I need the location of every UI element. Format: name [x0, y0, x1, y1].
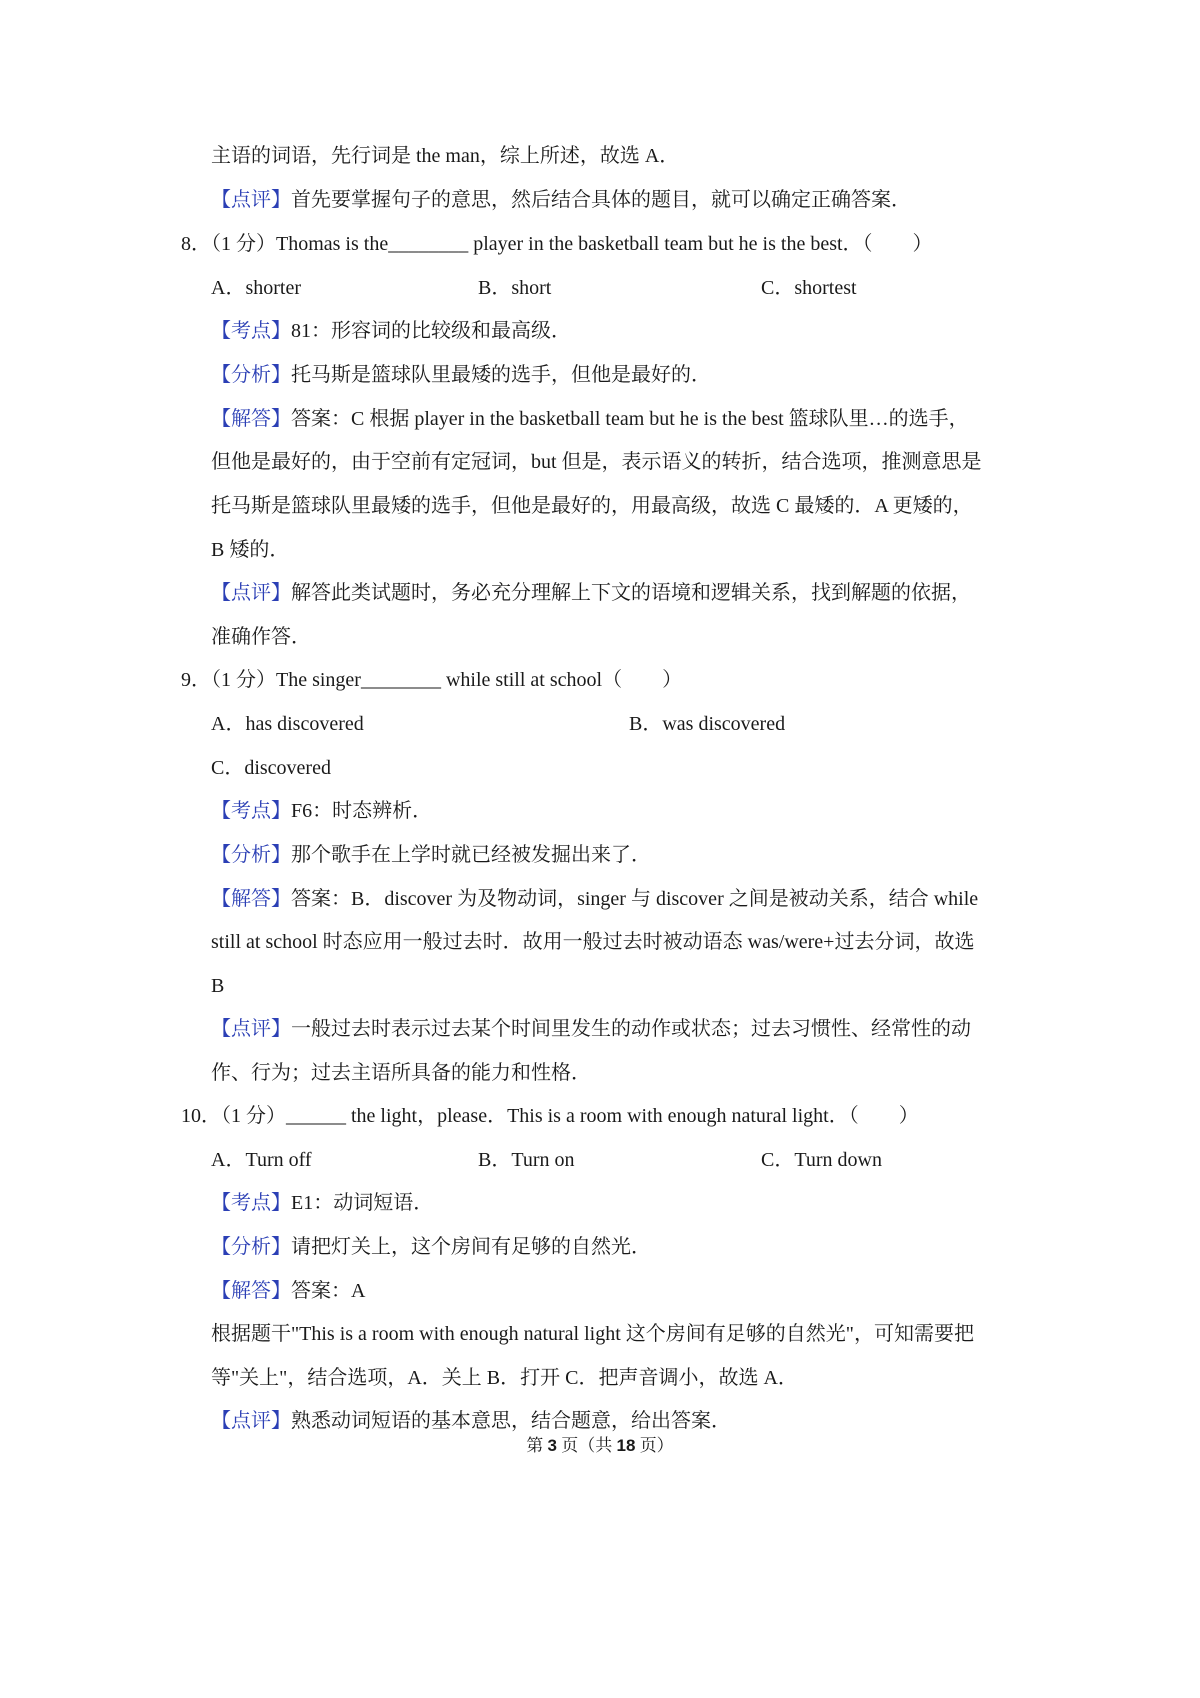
section-tag: 【分析】 — [211, 1236, 291, 1258]
question-text: 8．（1 分）Thomas is the________ player in the basketball team but he is the best．（ ） — [181, 233, 933, 255]
q10-option-a: A．Turn off — [211, 1149, 312, 1171]
text-line: 托马斯是篮球队里最矮的选手，但他是最好的，用最高级，故选 C 最矮的．A 更矮的， — [211, 495, 973, 517]
page-number: 3 — [547, 1436, 558, 1455]
section-text: 托马斯是篮球队里最矮的选手，但他是最好的． — [291, 364, 711, 386]
text-line: 但他是最好的，由于空前有定冠词，but 但是，表示语义的转折，结合选项，推测意思是 — [211, 451, 982, 473]
text-line: 等"关上"，结合选项，A．关上 B．打开 C．把声音调小，故选 A． — [211, 1367, 798, 1389]
section-tag: 【解答】 — [211, 408, 291, 430]
text-line: 根据题干"This is a room with enough natural light 这个房间有足够的自然光"，可知需要把 — [211, 1323, 974, 1345]
question-text: 9．（1 分）The singer________ while still at school（ ） — [181, 669, 683, 691]
total-pages: 18 — [616, 1436, 636, 1455]
q10-kaodian — [211, 1189, 433, 1217]
text-line: B — [211, 975, 225, 997]
section-text: 解答此类试题时，务必充分理解上下文的语境和逻辑关系，找到解题的依据， — [291, 582, 971, 604]
q8-fenxi — [211, 361, 711, 389]
q9-fenxi — [211, 841, 651, 869]
section-text: 答案：C 根据 player in the basketball team but he is the best 篮球队里…的选手， — [291, 408, 969, 430]
q9-option-b: B．was discovered — [629, 713, 786, 735]
text-line: still at school 时态应用一般过去时．故用一般过去时被动语态 was/were+过去分词，故选 — [211, 931, 975, 953]
q9-dianping — [211, 1015, 971, 1043]
text-line: 作、行为；过去主语所具备的能力和性格． — [211, 1062, 591, 1084]
section-text: E1：动词短语． — [291, 1192, 434, 1214]
section-text: 那个歌手在上学时就已经被发掘出来了． — [291, 844, 651, 866]
q9-option-c: C．discovered — [211, 757, 331, 779]
section-tag: 【解答】 — [211, 888, 291, 910]
section-tag: 【点评】 — [211, 189, 291, 211]
q10-fenxi — [211, 1233, 651, 1261]
text-line — [211, 142, 679, 170]
q9-kaodian — [211, 797, 432, 825]
question-text: 10．（1 分）______ the light，please．This is a room with enough natural light．（ ） — [181, 1105, 919, 1127]
section-text: 首先要掌握句子的意思，然后结合具体的题目，就可以确定正确答案． — [291, 189, 911, 211]
page-footer — [0, 1434, 1200, 1458]
comment-line — [211, 186, 911, 214]
q9-option-a: A．has discovered — [211, 713, 364, 735]
footer-prefix: 第 — [526, 1436, 548, 1455]
section-tag: 【点评】 — [211, 1018, 291, 1040]
question-8-stem — [181, 230, 933, 258]
section-text: 熟悉动词短语的基本意思，结合题意，给出答案． — [291, 1410, 731, 1432]
section-text: 81：形容词的比较级和最高级． — [291, 320, 571, 342]
q9-jieda — [211, 885, 978, 913]
text-line: 准确作答． — [211, 626, 311, 648]
section-tag: 【考点】 — [211, 1192, 291, 1214]
question-9-stem — [181, 666, 682, 694]
section-tag: 【点评】 — [211, 1410, 291, 1432]
q8-option-a: A．shorter — [211, 277, 301, 299]
section-text: F6：时态辨析． — [291, 800, 433, 822]
q8-dianping — [211, 579, 971, 607]
text-line: B 矮的． — [211, 539, 290, 561]
section-tag: 【点评】 — [211, 582, 291, 604]
q8-jieda — [211, 405, 969, 433]
footer-suffix: 页） — [635, 1436, 674, 1455]
section-tag: 【分析】 — [211, 364, 291, 386]
q8-option-c: C．shortest — [761, 277, 857, 299]
section-text: 请把灯关上，这个房间有足够的自然光． — [291, 1236, 651, 1258]
text-line-content: 主语的词语，先行词是 the man，综上所述，故选 A． — [211, 145, 680, 167]
q10-dianping — [211, 1407, 731, 1435]
footer-middle: 页（共 — [557, 1436, 617, 1455]
section-tag: 【考点】 — [211, 320, 291, 342]
section-text: 答案：A — [291, 1280, 366, 1302]
q10-option-c: C．Turn down — [761, 1149, 882, 1171]
section-tag: 【分析】 — [211, 844, 291, 866]
section-tag: 【解答】 — [211, 1280, 291, 1302]
q10-jieda — [211, 1277, 365, 1305]
q8-kaodian — [211, 317, 571, 345]
section-text: 一般过去时表示过去某个时间里发生的动作或状态；过去习惯性、经常性的动 — [291, 1018, 971, 1040]
q8-option-b: B．short — [478, 277, 552, 299]
q10-option-b: B．Turn on — [478, 1149, 575, 1171]
question-10-stem — [181, 1102, 919, 1130]
section-tag: 【考点】 — [211, 800, 291, 822]
section-text: 答案：B．discover 为及物动词，singer 与 discover 之间是被动关系，结合 while — [291, 888, 979, 910]
